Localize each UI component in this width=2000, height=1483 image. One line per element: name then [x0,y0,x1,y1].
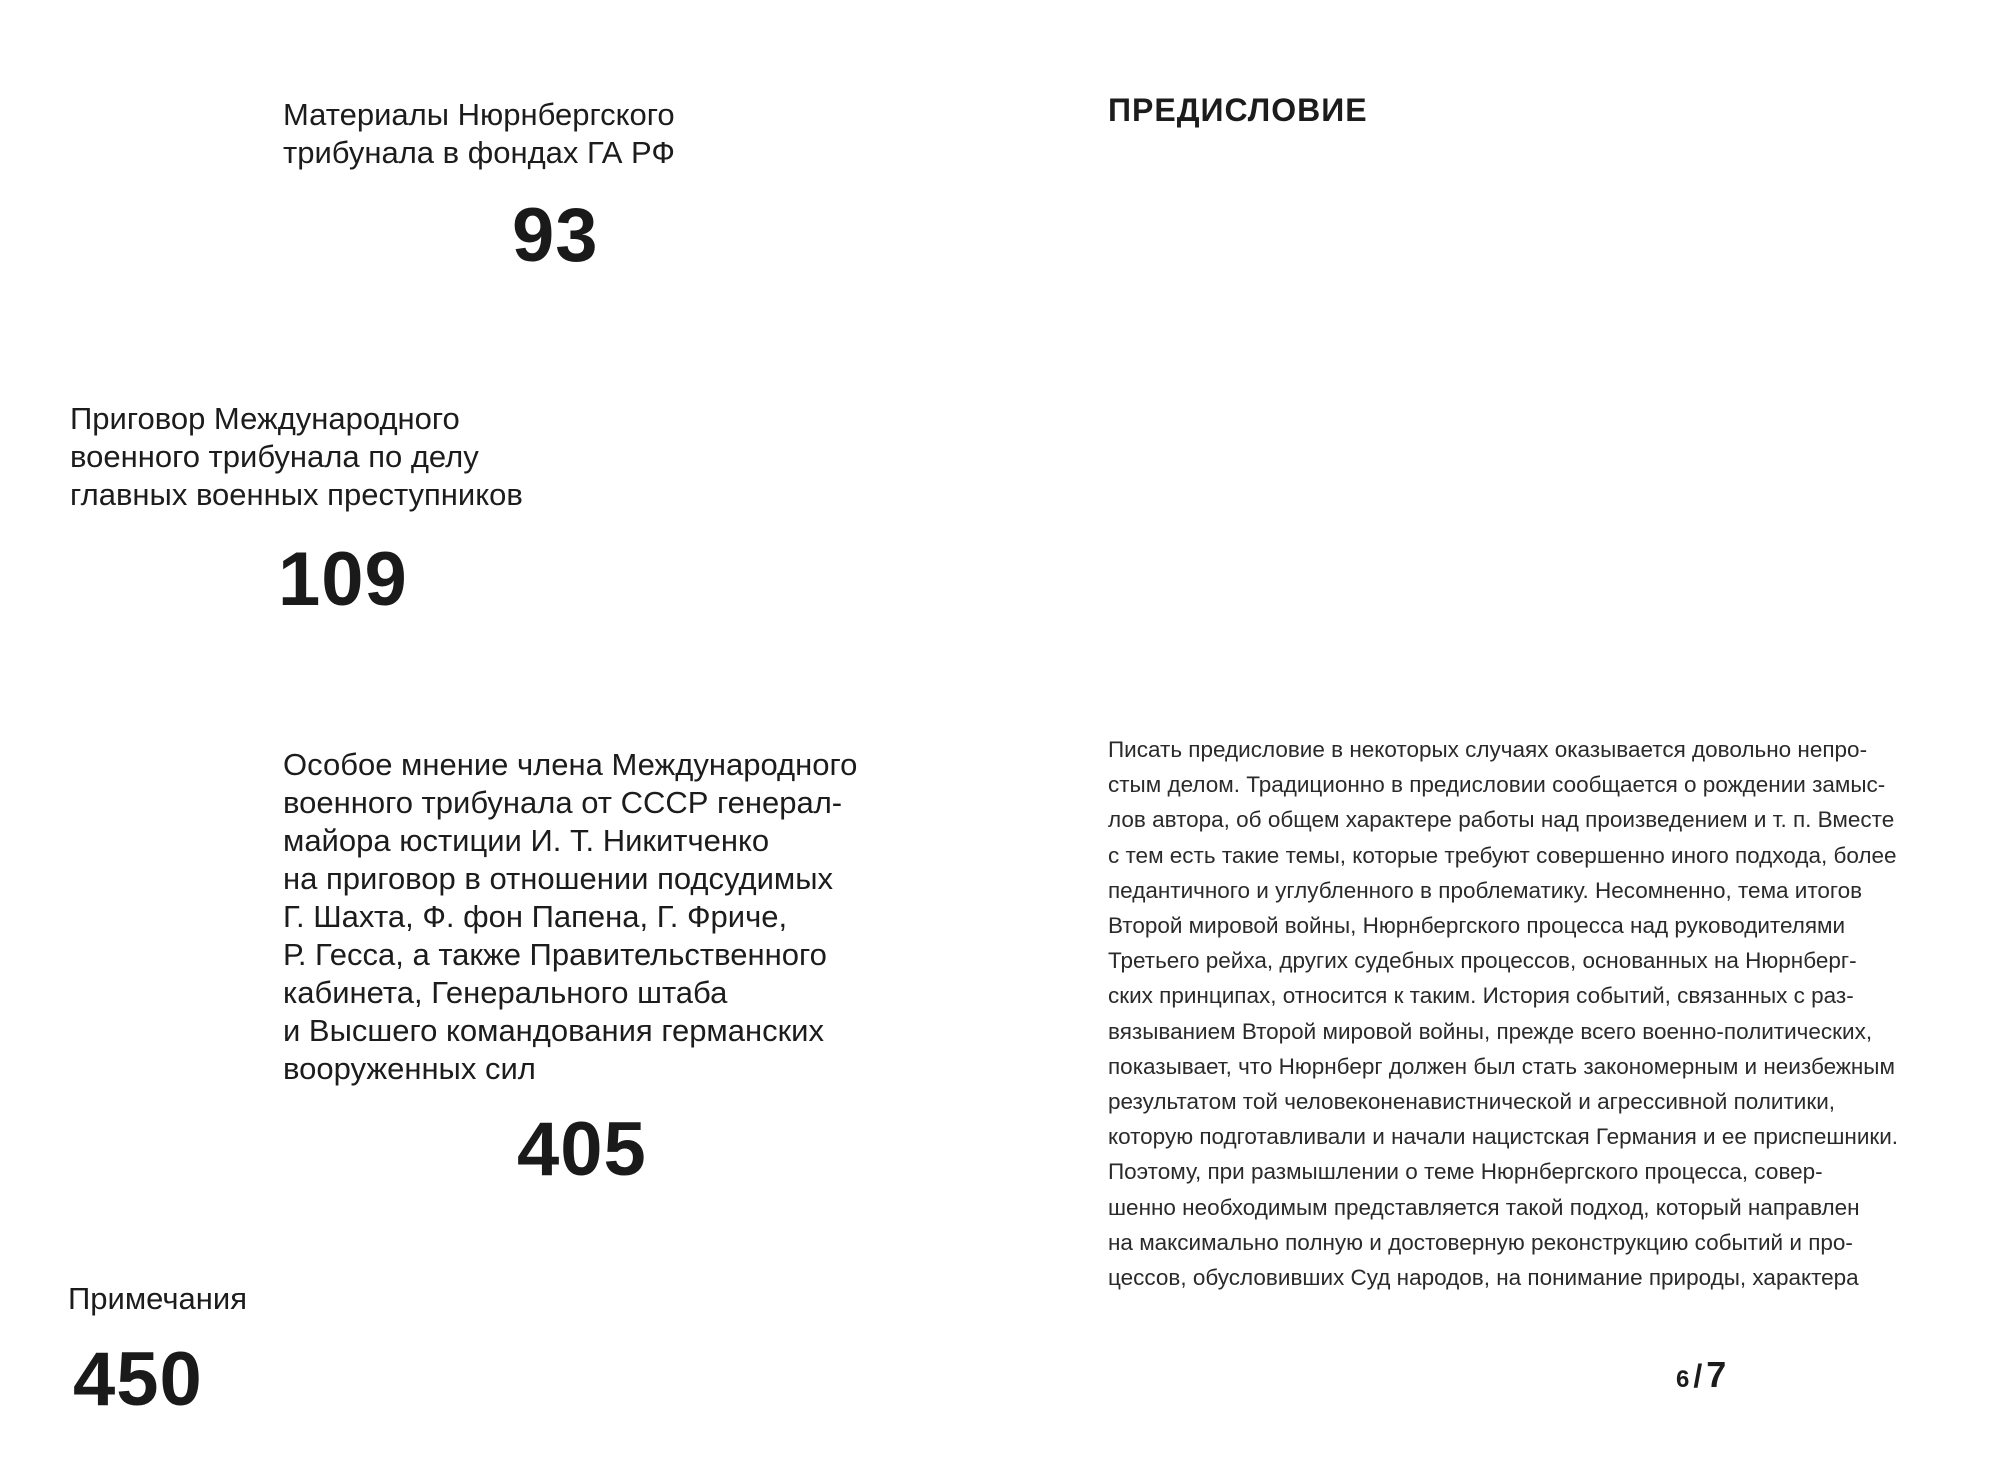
toc-entry-title-4 [68,1280,247,1318]
preface-line: вязыванием Второй мировой войны, прежде всего военно-политических, [1108,1018,1873,1044]
toc-entry-page-4[interactable]: 450 [73,1337,203,1422]
preface-line: Третьего рейха, других судебных процессов, основанных на Нюрнберг- [1108,948,1857,974]
preface-body [1108,732,1898,1295]
preface-heading: ПРЕДИСЛОВИЕ [1108,92,1368,128]
preface-line: цессов, обусловивших Суд народов, на понимание природы, характера [1108,1265,1859,1291]
folio-separator: / [1693,1358,1703,1394]
folio [1676,1354,1726,1396]
toc-entry-title-3 [283,746,857,1088]
toc-entry-title-line: Особое мнение члена Международного [283,747,858,782]
toc-entry-title-line: на приговор в отношении подсудимых [283,861,833,896]
toc-entry-title-line: Приговор Международного [70,401,460,436]
toc-entry-title-line: и Высшего командования германских [283,1013,824,1048]
preface-line: Писать предисловие в некоторых случаях оказывается довольно непро- [1108,737,1868,762]
toc-entry-title-line: военного трибунала от СССР генерал- [283,785,843,820]
preface-line: Поэтому, при размышлении о теме Нюрнбергского процесса, совер- [1108,1159,1823,1185]
toc-entry-page-2[interactable]: 109 [278,537,408,622]
folio-left-page: 6 [1676,1366,1690,1393]
preface-line: Второй мировой войны, Нюрнбергского процесса над руководителями [1108,913,1846,939]
preface-line: педантичного и углубленного в проблематику. Несомненно, тема итогов [1108,877,1863,903]
preface-line: стым делом. Традиционно в предисловии сообщается о рождении замыс- [1108,772,1886,798]
preface-line: на максимально полную и достоверную реконструкцию событий и про- [1108,1229,1853,1255]
preface-line: шенно необходимым представляется такой подход, который направлен [1108,1194,1860,1220]
toc-entry-title-line: военного трибунала по делу [70,439,479,474]
toc-entry-title-line: вооруженных сил [283,1051,536,1086]
preface-line: ских принципах, относится к таким. История событий, связанных с раз- [1108,983,1854,1009]
toc-entry-title-line: трибунала в фондах ГА РФ [283,135,675,170]
toc-entry-title-line: кабинета, Генерального штаба [283,975,728,1010]
toc-entry-page-1[interactable]: 93 [512,193,599,278]
toc-entry-title-1 [283,96,675,172]
toc-entry-title-2 [70,400,523,514]
toc-entry-title-line: Р. Гесса, а также Правительственного [283,937,827,972]
toc-entry-title-line: майора юстиции И. Т. Никитченко [283,823,770,858]
folio-right-page: 7 [1706,1354,1727,1395]
toc-entry-title-line: Материалы Нюрнбергского [283,97,675,132]
toc-entry-title-line: главных военных преступников [70,477,523,512]
preface-line: с тем есть такие темы, которые требуют совершенно иного подхода, более [1108,842,1897,868]
preface-line: результатом той человеконенавистнической и агрессивной политики, [1108,1089,1836,1115]
preface-line: которую подготавливали и начали нацистская Германия и ее приспешники. [1108,1124,1899,1150]
toc-entry-title-line: Примечания [68,1281,247,1316]
preface-line: лов автора, об общем характере работы над произведением и т. п. Вместе [1108,807,1895,833]
toc-entry-page-3[interactable]: 405 [517,1107,647,1192]
toc-entry-title-line: Г. Шахта, Ф. фон Папена, Г. Фриче, [283,899,788,934]
preface-line: показывает, что Нюрнберг должен был стать закономерным и неизбежным [1108,1053,1895,1079]
